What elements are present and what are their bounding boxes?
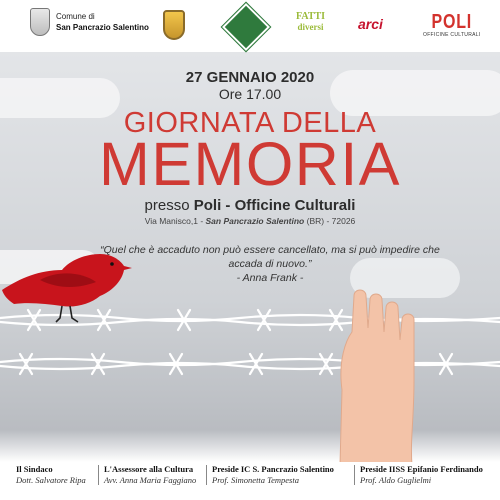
comune-logo	[30, 8, 149, 36]
event-title-line2: MEMORIA	[99, 130, 401, 198]
signature-name: Dott. Salvatore Ripa	[16, 475, 86, 485]
fatti-logo-line1: FATTI	[296, 11, 326, 22]
arci-logo-mark: arci	[358, 16, 383, 32]
quote-text: “Quel che è accaduto non può essere cancellato, ma si può impedire che accada di nuovo.”	[100, 244, 440, 270]
event-venue	[0, 197, 500, 214]
barbed-wire-illustration	[0, 240, 500, 465]
venue-prefix: presso	[144, 197, 190, 214]
barbed-wire-bottom	[0, 354, 500, 374]
signature-role: Il Sindaco	[16, 464, 53, 474]
poli-logo-text: POLI	[431, 11, 473, 33]
signature-role: Preside IISS Epifanio Ferdinando	[360, 464, 483, 474]
event-date: 27 GENNAIO 2020	[185, 69, 315, 86]
school-crest-logo	[163, 10, 185, 40]
poli-logo-subtext: OFFICINE CULTURALI	[423, 32, 481, 38]
signature-block	[104, 464, 196, 486]
comune-label: Comune di	[56, 12, 95, 21]
venue-name: Poli - Officine Culturali	[193, 197, 356, 214]
signature-block	[16, 464, 86, 486]
arci-logo	[358, 16, 383, 34]
quote-author: - Anna Frank -	[236, 272, 304, 284]
signature-divider	[206, 465, 207, 485]
event-time: Ore 17.00	[218, 86, 282, 102]
signature-block	[360, 464, 483, 486]
signature-role: L'Assessore alla Cultura	[104, 464, 194, 474]
signatures-footer	[0, 462, 500, 500]
address-tail: (BR) - 72026	[304, 216, 356, 226]
red-bird-icon	[2, 254, 132, 322]
event-address	[0, 216, 500, 226]
fatti-logo-line2: diversi	[297, 22, 324, 32]
signature-block	[212, 464, 334, 486]
address-street: Via Manisco,1 -	[144, 216, 206, 226]
event-title-line1: GIORNATA DELLA	[123, 107, 377, 139]
signature-divider	[98, 465, 99, 485]
coat-of-arms-icon	[30, 8, 50, 36]
signature-name: Avv. Anna Maria Faggiano	[104, 475, 197, 485]
fatti-diversi-logo	[296, 12, 325, 32]
poli-logo	[423, 12, 481, 38]
signature-divider	[354, 465, 355, 485]
comune-name: San Pancrazio Salentino	[56, 23, 149, 32]
green-institute-logo	[222, 3, 270, 51]
signature-role: Preside IC S. Pancrazio Salentino	[212, 464, 334, 474]
address-town: San Pancrazio Salentino	[205, 216, 305, 226]
logo-bar	[0, 0, 500, 52]
signature-name: Prof. Simonetta Tempesta	[212, 475, 299, 485]
signature-name: Prof. Aldo Guglielmi	[360, 475, 432, 485]
